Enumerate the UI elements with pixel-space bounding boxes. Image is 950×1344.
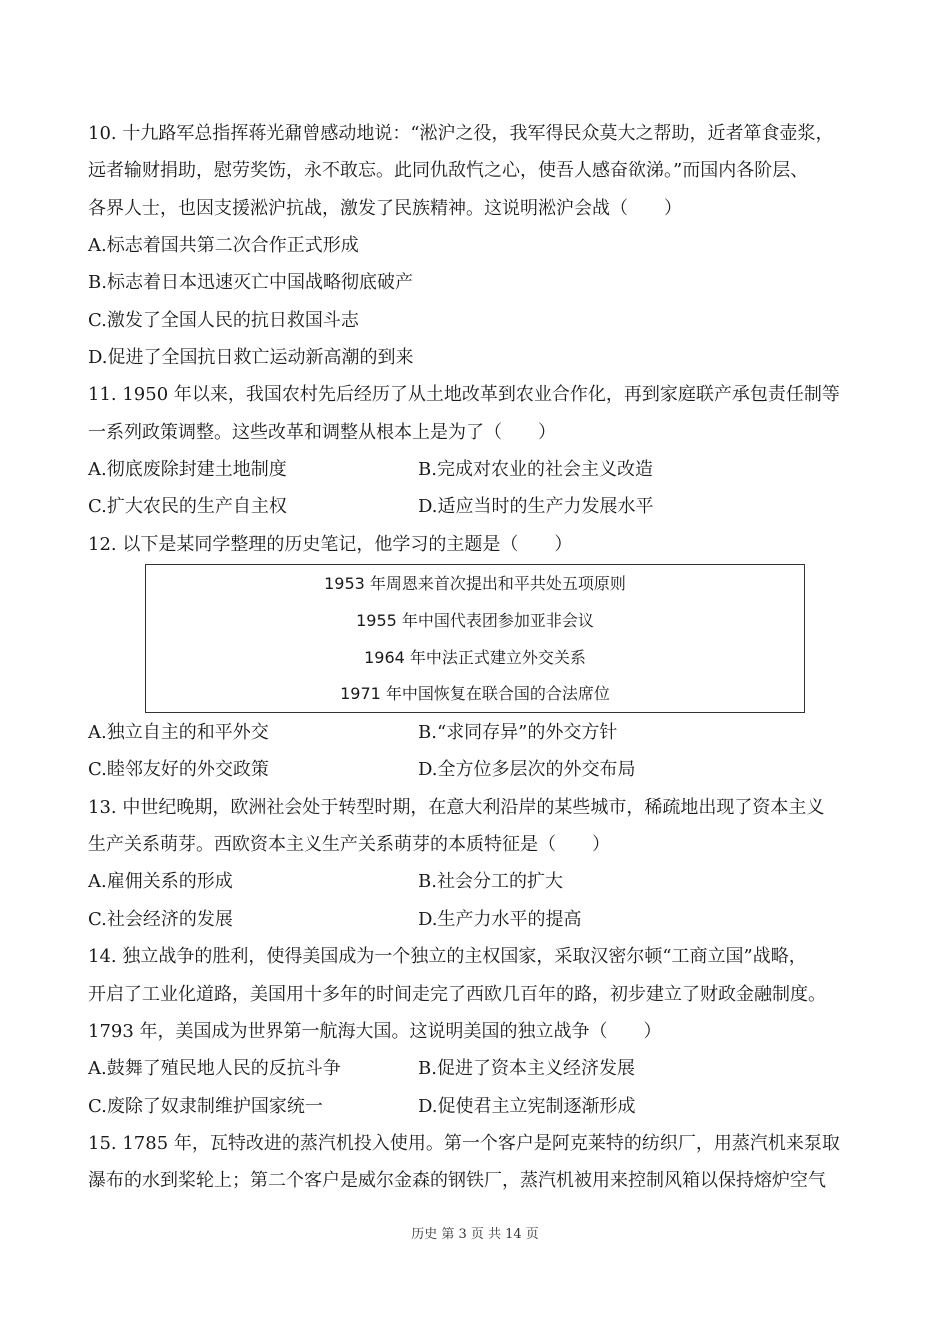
q11-option-a: A.彻底废除封建土地制度 (88, 459, 287, 480)
q11-option-c: C.扩大农民的生产自主权 (88, 496, 287, 517)
q13-stem-line-2: 生产关系萌芽。西欧资本主义生产关系萌芽的本质特征是（ ） (88, 834, 610, 855)
q10-stem-line-3: 各界人士，也因支援淞沪抗战，激发了民族精神。这说明淞沪会战（ ） (88, 198, 682, 219)
q10-stem-line-2: 远者输财捐助，慰劳奖饬，永不敢忘。此同仇敌忾之心，使吾人感奋欲涕。”而国内各阶层、 (88, 160, 809, 181)
q12-note-4: 1971 年中国恢复在联合国的合法席位 (340, 684, 610, 703)
q12-option-d: D.全方位多层次的外交布局 (418, 759, 636, 780)
q13-option-a: A.雇佣关系的形成 (88, 871, 233, 892)
q15-stem-line-2: 瀑布的水到桨轮上；第二个客户是威尔金森的钢铁厂，蒸汽机被用来控制风箱以保持熔炉空气 (88, 1170, 826, 1191)
q10-option-a: A.标志着国共第二次合作正式形成 (88, 235, 359, 256)
q12-option-a: A.独立自主的和平外交 (88, 722, 269, 743)
q12-note-3: 1964 年中法正式建立外交关系 (364, 648, 586, 667)
q12-note-2: 1955 年中国代表团参加亚非会议 (356, 611, 594, 630)
q14-stem-line-1: 14. 独立战争的胜利，使得美国成为一个独立的主权国家，采取汉密尔顿“工商立国”战略， (88, 946, 807, 967)
q13-stem-line-1: 13. 中世纪晚期，欧洲社会处于转型时期，在意大利沿岸的某些城市，稀疏地出现了资本主义 (88, 797, 825, 818)
q10-option-b: B.标志着日本迅速灭亡中国战略彻底破产 (88, 272, 413, 293)
q15-stem-line-1: 15. 1785 年，瓦特改进的蒸汽机投入使用。第一个客户是阿克莱特的纺织厂，用蒸汽机来泵取 (88, 1133, 840, 1154)
q14-option-c: C.废除了奴隶制维护国家统一 (88, 1096, 323, 1117)
q10-option-c: C.激发了全国人民的抗日救国斗志 (88, 310, 359, 331)
q13-option-b: B.社会分工的扩大 (418, 871, 563, 892)
q14-option-d: D.促使君主立宪制逐渐形成 (418, 1096, 636, 1117)
q14-option-b: B.促进了资本主义经济发展 (418, 1058, 635, 1079)
q12-note-1: 1953 年周恩来首次提出和平共处五项原则 (324, 574, 626, 593)
q12-notes-box (145, 564, 805, 713)
q14-stem-line-2: 开启了工业化道路，美国用十多年的时间走完了西欧几百年的路，初步建立了财政金融制度。 (88, 984, 826, 1005)
q10-stem-line-1: 10. 十九路军总指挥蒋光鼐曾感动地说：“淞沪之役，我军得民众莫大之帮助，近者箪食壶浆， (88, 123, 834, 144)
q12-option-c: C.睦邻友好的外交政策 (88, 759, 269, 780)
q13-option-c: C.社会经济的发展 (88, 909, 233, 930)
q12-option-b: B.“求同存异”的外交方针 (418, 722, 618, 743)
q14-option-a: A.鼓舞了殖民地人民的反抗斗争 (88, 1058, 341, 1079)
q11-option-d: D.适应当时的生产力发展水平 (418, 496, 654, 517)
q12-stem-line-1: 12. 以下是某同学整理的历史笔记，他学习的主题是（ ） (88, 534, 573, 555)
q11-stem-line-2: 一系列政策调整。这些改革和调整从根本上是为了（ ） (88, 422, 556, 443)
q14-stem-line-3: 1793 年，美国成为世界第一航海大国。这说明美国的独立战争（ ） (88, 1021, 662, 1042)
page-footer: 历史 第 3 页 共 14 页 (411, 1227, 539, 1242)
q11-stem-line-1: 11. 1950 年以来，我国农村先后经历了从土地改革到农业合作化，再到家庭联产承包责任制等 (88, 384, 840, 405)
q13-option-d: D.生产力水平的提高 (418, 909, 582, 930)
q11-option-b: B.完成对农业的社会主义改造 (418, 459, 653, 480)
q10-option-d: D.促进了全国抗日救亡运动新高潮的到来 (88, 347, 414, 368)
